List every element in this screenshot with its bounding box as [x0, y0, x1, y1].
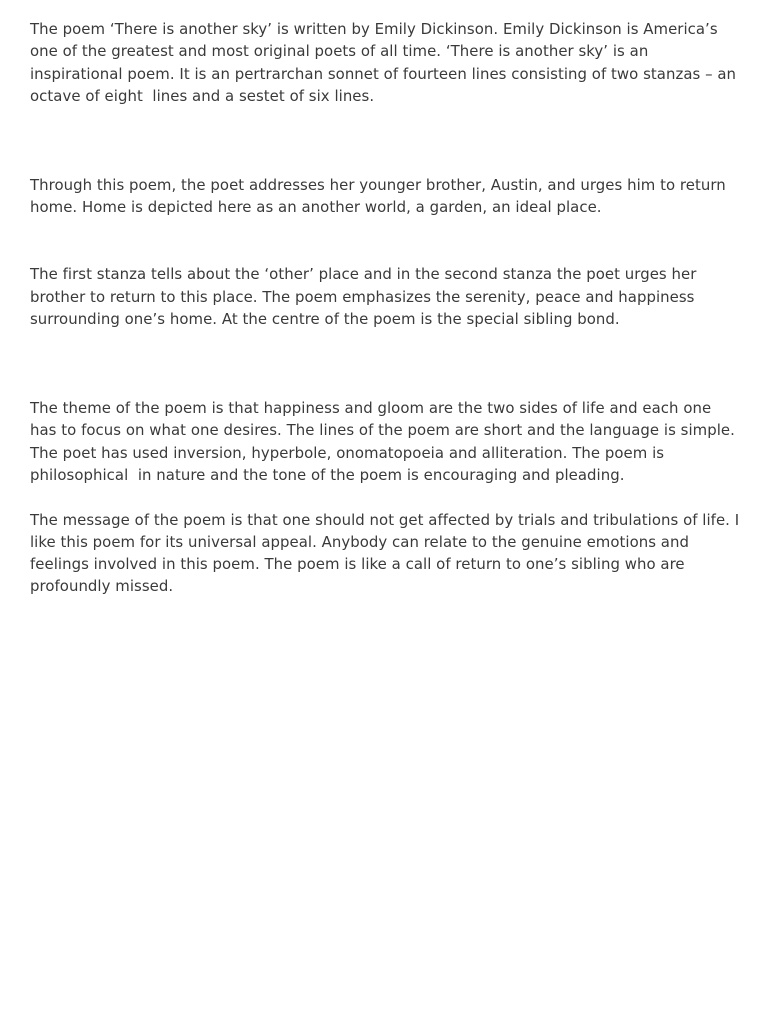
paragraph-message: The message of the poem is that one should not get affected by trials and tribulations of life. I like this poem for its universal appeal. Anybody can relate to the genuine emotions and feelings involved in this poem. The poem is like a call of return to one’s sibling who are profoundly missed. — [30, 510, 744, 596]
paragraph-intro: The poem ‘There is another sky’ is written by Emily Dickinson. Emily Dickinson is America’s one of the greatest and most original poets of all time. ‘There is another sky’ is an inspirational poem. It is an pertrarchan sonnet of fourteen lines consisting of two stanzas – an octave of eight lines and a sestet of six lines. — [30, 20, 741, 105]
paragraph-address — [30, 129, 742, 374]
paragraph-address-line-2: The first stanza tells about the ‘other’ place and in the second stanza the poet urges her brother to return to this place. The poem emphasizes the serenity, peace and happiness surrounding one’s home. At the centre of the poem is the special sibling bond. — [30, 265, 702, 328]
paragraph-address-line-1: Through this poem, the poet addresses her younger brother, Austin, and urges him to return home. Home is depicted here as an another world, a garden, an ideal place. — [30, 176, 731, 217]
paragraph-theme: The theme of the poem is that happiness and gloom are the two sides of life and each one has to focus on what one desires. The lines of the poem are short and the language is simple. The poet has used inversion, hyperbole, onomatopoeia and alliteration. The poem is philosophical in nature and the tone of the poem is encouraging and pleading. — [30, 399, 740, 484]
document-body — [30, 18, 742, 620]
